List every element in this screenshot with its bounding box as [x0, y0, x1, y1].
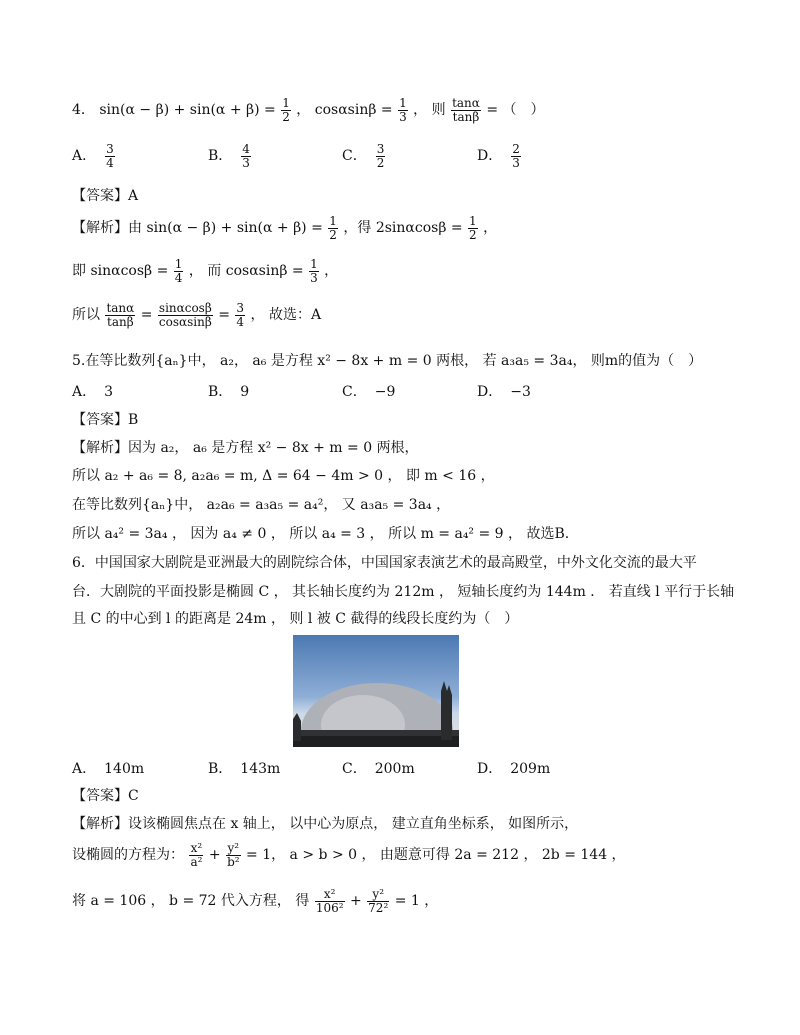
q4-solution-line3: 所以 $\frac{\tan\alpha}{\tan\beta}$ = $\frac{\sin\alpha\cos\beta}{\cos\alpha\sin\beta}$ = $\frac{3}{4}$ ， 故选：A [72, 301, 322, 329]
q4-frac-third: $\frac{1}{3}$ [399, 96, 407, 124]
q4-option-c: C． $\frac{3}{2}$ [342, 142, 385, 170]
q4-solution-line1: 【解析】由 sin(α − β) + sin(α + β) = $\frac{1}{2}$ ，得 2sinαcosβ = $\frac{1}{2}$ ， [72, 214, 498, 242]
q4-stem [72, 97, 545, 123]
q5-stem: 5.在等比数列{aₙ}中， a₂， a₆ 是方程 x² − 8x + m = 0 两根， 若 a₃a₅ = 3a₄， 则m的值为（ ） [72, 353, 703, 369]
q4-stem-end: = （ ） [486, 102, 545, 119]
q6-stem-line3: 且 C 的中心到 l 的距离是 24m ， 则 l 被 C 截得的线段长度约为（ ） [72, 611, 519, 627]
q5-option-c: C． −9 [342, 384, 396, 400]
q5-solution-line3: 在等比数列{aₙ}中， a₂a₆ = a₃a₅ = a₄²， 又 a₃a₅ = 3a₄ ， [72, 497, 451, 513]
q4-option-b: B． $\frac{4}{3}$ [208, 142, 250, 170]
theater-dome-illustration [293, 635, 459, 747]
q6-option-c: C． 200m [342, 761, 415, 777]
q6-solution-line1: 【解析】设该椭圆焦点在 x 轴上， 以中心为原点， 建立直角坐标系， 如图所示， [72, 816, 579, 832]
q6-solution-line2: 设椭圆的方程为： $\frac{\text{x²}}{\text{a²}}$ + $\frac{\text{y²}}{\text{b²}}$ = 1， a > b > 0 ， 由题意可得 2a = 212 ， 2b = 144 ， [72, 841, 626, 869]
q4-solution-line2: 即 sinαcosβ = $\frac{1}{4}$ ， 而 cosαsinβ = $\frac{1}{3}$ ， [72, 257, 339, 285]
q4-frac-tan: $\frac{\tan\alpha}{\tan\beta}$ [452, 96, 480, 124]
q6-stem-line2: 台．大剧院的平面投影是椭圆 C ， 其长轴长度约为 212m ， 短轴长度约为 144m ． 若直线 l 平行于长轴 [72, 584, 735, 600]
q6-option-b: B． 143m [208, 761, 281, 777]
q6-option-d: D． 209m [477, 761, 551, 777]
q5-solution-line1: 【解析】因为 a₂， a₆ 是方程 x² − 8x + m = 0 两根， [72, 440, 419, 456]
q4-frac-half: $\frac{1}{2}$ [282, 96, 290, 124]
q5-solution-line4: 所以 a₄² = 3a₄ ， 因为 a₄ ≠ 0 ， 所以 a₄ = 3 ， 所以 m = a₄² = 9 ， 故选B. [72, 526, 570, 542]
national-grand-theater-photo [293, 635, 459, 747]
q5-option-a: A． 3 [72, 384, 114, 400]
q4-answer: 【答案】A [72, 188, 139, 204]
q4-expr3: ， 则 [413, 102, 446, 119]
q4-option-d: D． $\frac{2}{3}$ [477, 142, 520, 170]
q5-solution-line2: 所以 a₂ + a₆ = 8, a₂a₆ = m, Δ = 64 − 4m > 0 ， 即 m < 16 ， [72, 468, 495, 484]
q6-stem-line1: 6．中国国家大剧院是亚洲最大的剧院综合体，中国国家表演艺术的最高殿堂，中外文化交流的最大平 [72, 555, 697, 571]
q5-option-d: D． −3 [477, 384, 531, 400]
q6-option-a: A． 140m [72, 761, 145, 777]
q4-expr2: ， cosαsinβ = [296, 102, 393, 119]
q4-expr1: sin(α − β) + sin(α + β) = [99, 102, 276, 119]
q5-answer: 【答案】B [72, 412, 139, 428]
q5-option-b: B． 9 [208, 384, 250, 400]
q6-solution-line3: 将 a = 106 ， b = 72 代入方程， 得 $\frac{\text{x²}}{\text{106²}}$ + $\frac{\text{y²}}{\text{72²}}$ = 1 ， [72, 887, 439, 915]
q4-option-a: A． $\frac{3}{4}$ [72, 142, 114, 170]
q6-answer: 【答案】C [72, 788, 139, 804]
q4-number: 4． [72, 102, 95, 119]
